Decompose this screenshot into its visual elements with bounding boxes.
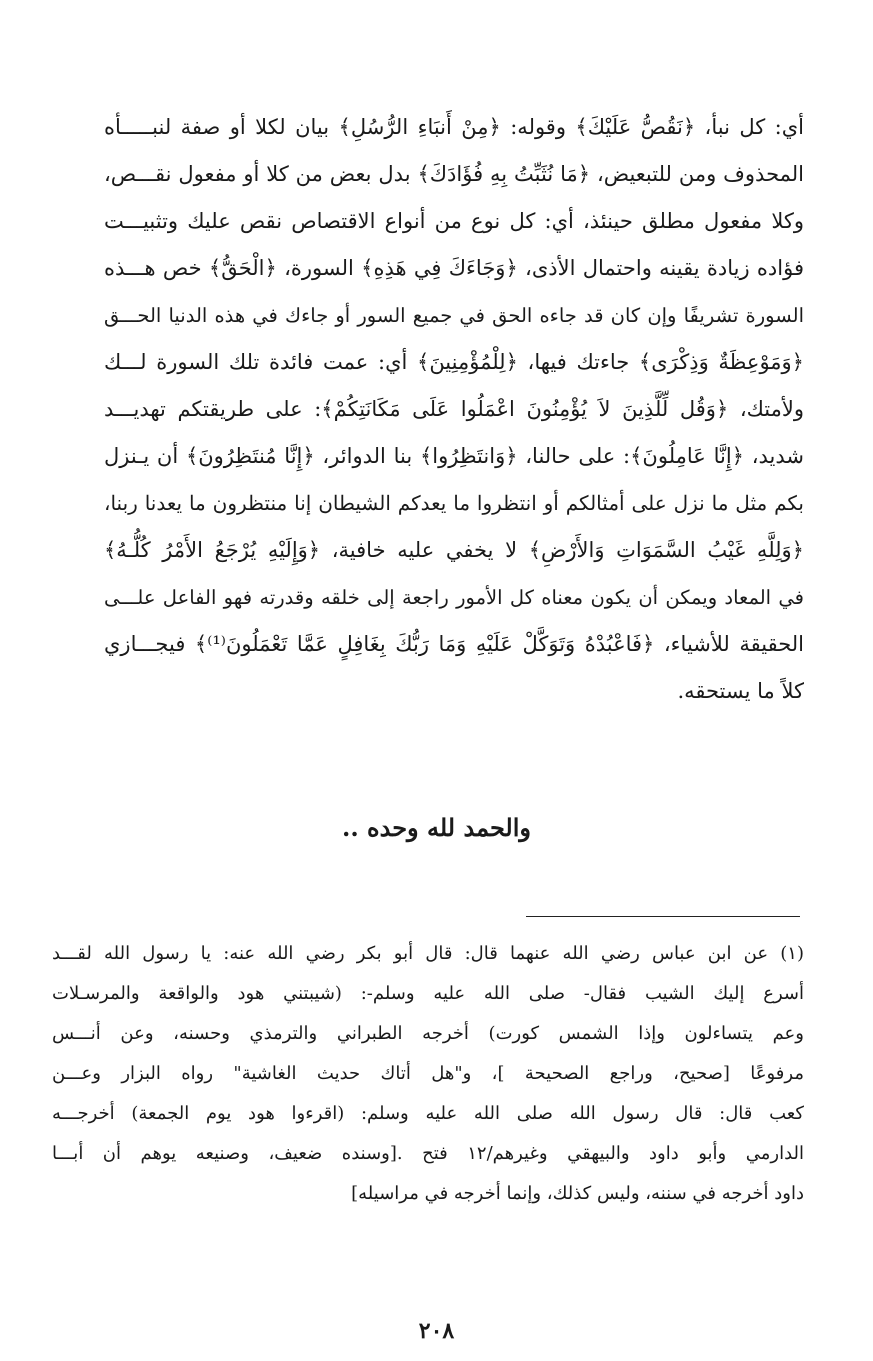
page-number: ٢٠٨ xyxy=(418,1318,455,1344)
text-line: المحذوف ومن للتبعيض، ﴿مَا نُثَبِّتُ بِهِ فُؤَادَكَ﴾ بدل بعض من كلا أو مفعول نقـــص، xyxy=(104,162,804,186)
footnote-line: داود أخرجه في سننه، وليس كذلك، وإنما أخرجه في مراسيله] xyxy=(351,1183,804,1204)
footnotes-block xyxy=(52,934,804,1214)
text-line: الحقيقة للأشياء، ﴿فَاعْبُدْهُ وَتَوَكَّلْ عَلَيْهِ وَمَا رَبُّكَ بِغَافِلٍ عَمَّا تَعْمَلُونَ⁽¹⁾﴾ فيجـــازي xyxy=(104,632,804,656)
footnote-line: مرفوعًا [صحيح، وراجع الصحيحة ]، و"هل أتاك حديث الغاشية" رواه البزار وعـــن xyxy=(52,1063,804,1084)
text-line: فؤاده زيادة يقينه واحتمال الأذى، ﴿وَجَاءَكَ فِي هَذِهِ﴾ السورة، ﴿الْحَقُّ﴾ خص هـــذه xyxy=(104,256,804,280)
text-line: السورة تشريفًا وإن كان قد جاءه الحق في جميع السور أو جاءك في هذه الدنيا الحـــق xyxy=(104,304,804,327)
footnote-line: كعب قال: قال رسول الله صلى الله عليه وسلم: (اقرءوا هود يوم الجمعة) أخرجـــه xyxy=(52,1103,804,1124)
text-line: بكم مثل ما نزل على أمثالكم أو انتظروا ما يعدكم الشيطان إنا منتظرون ما يعدنا ربنا، xyxy=(104,491,804,515)
footnote-line: (١) عن ابن عباس رضي الله عنهما قال: قال أبو بكر رضي الله عنه: يا رسول الله لقـــد xyxy=(52,943,804,964)
closing-phrase: والحمد لله وحده .. xyxy=(341,813,532,842)
footnote-line: الدارمي وأبو داود والبيهقي وغيرهم/١٢ فتح .[وسنده ضعيف، وصنيعه يوهم أن أبـــا xyxy=(52,1143,804,1164)
text-line: ﴿وَلِلَّهِ غَيْبُ السَّمَوَاتِ وَالأَرْضِ﴾ لا يخفي عليه خافية، ﴿وَإِلَيْهِ يُرْجَعُ الأَمْرُ كُلُّـهُ﴾ xyxy=(104,538,804,562)
main-text-block xyxy=(104,104,804,715)
text-line: ولأمتك، ﴿وَقُل لِّلَّذِينَ لاَ يُؤْمِنُونَ اعْمَلُوا عَلَى مَكَانَتِكُمْ﴾: على طريقتكم تهديـــد xyxy=(104,397,804,421)
footnote-line: وعم يتساءلون وإذا الشمس كورت) أخرجه الطبراني والترمذي وحسنه، وعن أنـــس xyxy=(52,1023,804,1044)
text-line: شديد، ﴿إِنَّا عَامِلُونَ﴾: على حالنا، ﴿وَانتَظِرُوا﴾ بنا الدوائر، ﴿إِنَّا مُنتَظِرُونَ﴾ أن يـنزل xyxy=(104,444,804,468)
text-line: كلاً ما يستحقه. xyxy=(677,679,804,703)
text-line: ﴿وَمَوْعِظَةٌ وَذِكْرَى﴾ جاءتك فيها، ﴿لِلْمُؤْمِنِينَ﴾ أي: عمت فائدة تلك السورة لـــك xyxy=(104,350,804,374)
text-line: وكلا مفعول مطلق حينئذ، أي: كل نوع من أنواع الاقتصاص نقص عليك وتثبيـــت xyxy=(104,209,804,233)
footnote-divider xyxy=(526,916,800,917)
text-line: أي: كل نبأ، ﴿نَقُصُّ عَلَيْكَ﴾ وقوله: ﴿مِنْ أَنبَاءِ الرُّسُلِ﴾ بيان لكلا أو صفة لنبـــــأه xyxy=(104,115,804,139)
text-line: في المعاد ويمكن أن يكون معناه كل الأمور راجعة إلى خلقه وقدرته فهو الفاعل علـــى xyxy=(104,586,804,609)
footnote-line: أسرع إليك الشيب فقال- صلى الله عليه وسلم-: (شيبتني هود والواقعة والمرسـلات xyxy=(52,983,804,1004)
